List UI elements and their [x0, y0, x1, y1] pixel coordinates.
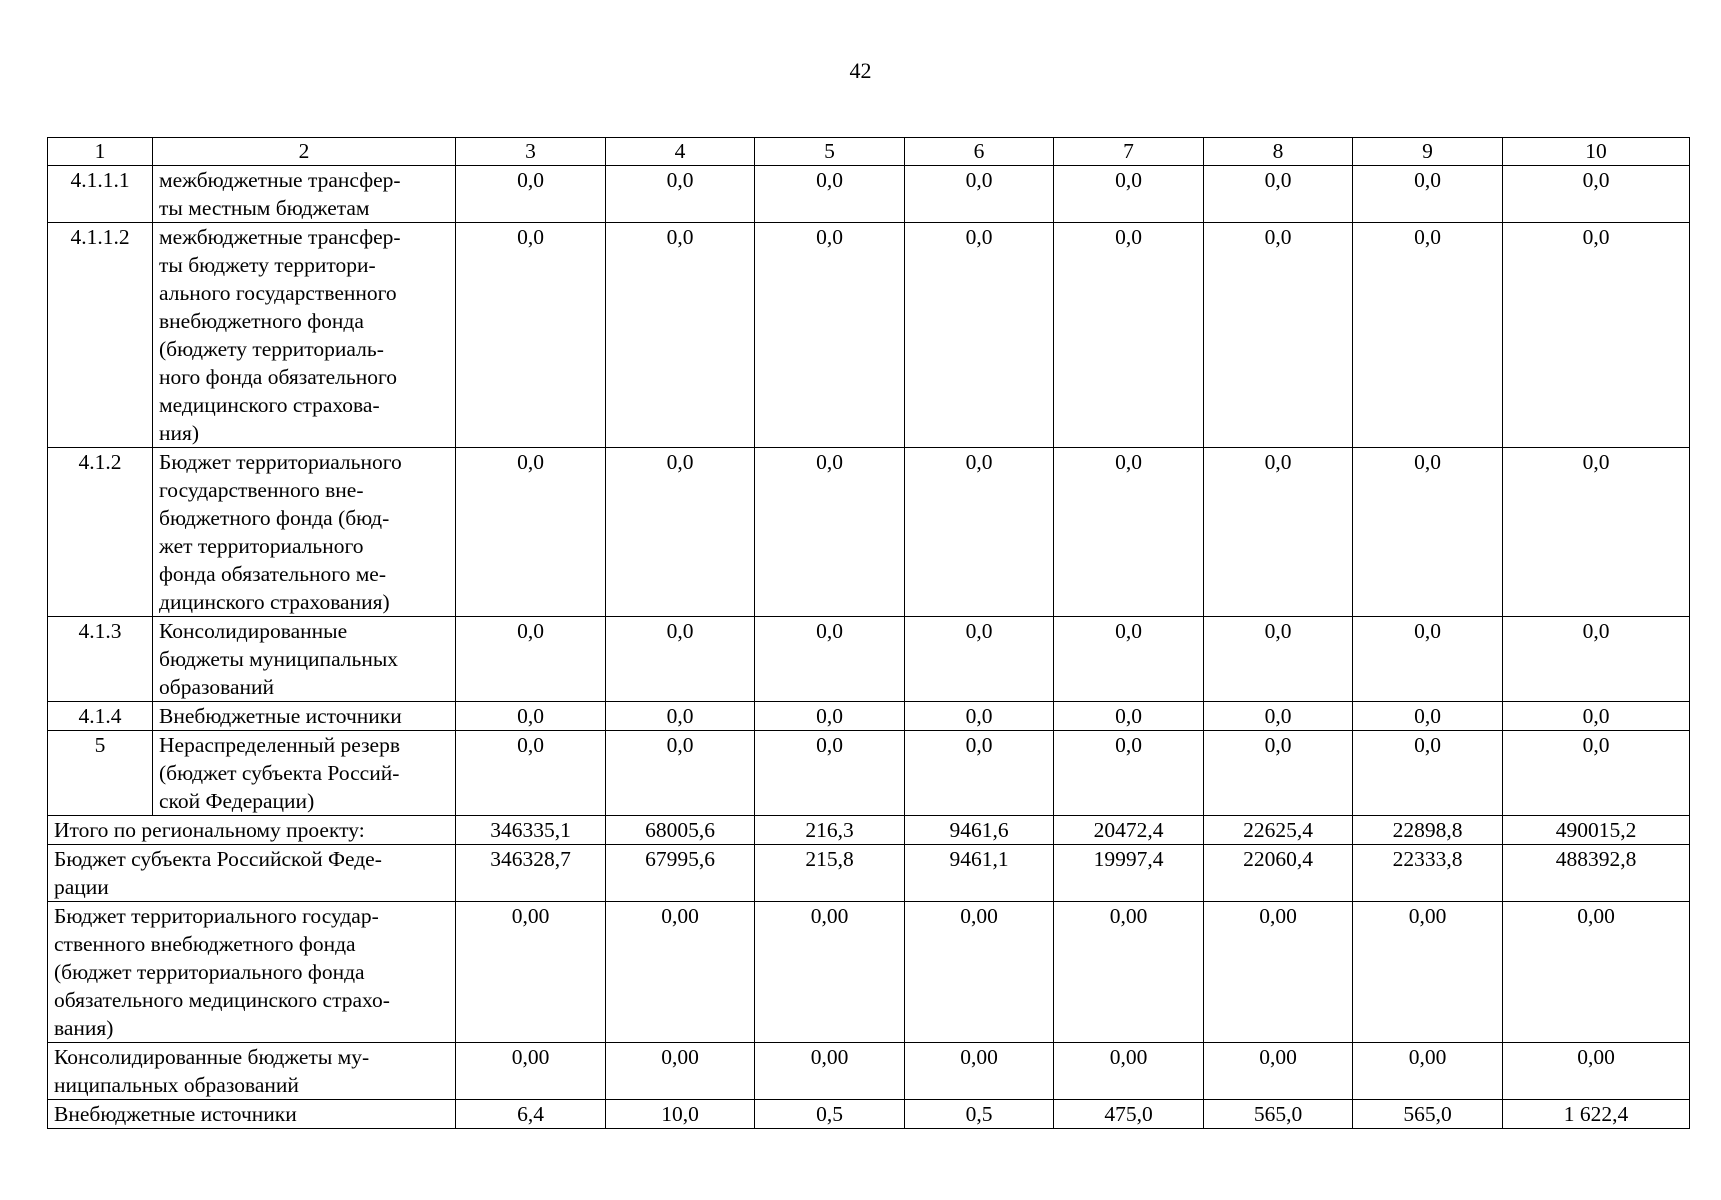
value-cell: 0,0	[456, 702, 606, 731]
value-cell: 0,0	[1353, 731, 1503, 816]
table-row	[48, 448, 1690, 617]
value-cell: 0,0	[755, 448, 905, 617]
value-cell: 68005,6	[606, 816, 755, 845]
value-cell: 0,0	[456, 166, 606, 223]
row-name: Внебюджетные источники	[153, 702, 456, 731]
value-cell: 6,4	[456, 1100, 606, 1129]
value-cell: 0,00	[1204, 1043, 1353, 1100]
value-cell: 0,0	[1054, 702, 1204, 731]
value-cell: 0,5	[905, 1100, 1054, 1129]
total-row-name: Внебюджетные источники	[48, 1100, 456, 1129]
column-header: 7	[1054, 138, 1204, 166]
table-row	[48, 223, 1690, 448]
value-cell: 0,0	[456, 223, 606, 448]
column-header: 3	[456, 138, 606, 166]
value-cell: 0,0	[1054, 617, 1204, 702]
column-header: 5	[755, 138, 905, 166]
column-header: 2	[153, 138, 456, 166]
row-code: 4.1.4	[48, 702, 153, 731]
value-cell: 22625,4	[1204, 816, 1353, 845]
value-cell: 0,0	[606, 448, 755, 617]
value-cell: 0,0	[606, 702, 755, 731]
total-row-name: Бюджет территориального государ- ственного внебюджетного фонда (бюджет территориального фонда обязательного медицинского страхо- вания)	[48, 902, 456, 1043]
value-cell: 0,0	[1353, 448, 1503, 617]
column-header: 4	[606, 138, 755, 166]
row-name: Нераспределенный резерв (бюджет субъекта Россий- ской Федерации)	[153, 731, 456, 816]
value-cell: 0,0	[755, 166, 905, 223]
row-name: Консолидированные бюджеты муниципальных образований	[153, 617, 456, 702]
value-cell: 0,00	[1353, 1043, 1503, 1100]
value-cell: 0,0	[1204, 166, 1353, 223]
value-cell: 0,00	[1054, 902, 1204, 1043]
value-cell: 0,0	[1204, 448, 1353, 617]
value-cell: 0,00	[1054, 1043, 1204, 1100]
column-header: 8	[1204, 138, 1353, 166]
value-cell: 488392,8	[1503, 845, 1690, 902]
column-header: 10	[1503, 138, 1690, 166]
value-cell: 0,0	[755, 731, 905, 816]
value-cell: 0,0	[606, 223, 755, 448]
value-cell: 0,0	[905, 702, 1054, 731]
value-cell: 0,0	[1353, 223, 1503, 448]
table-row	[48, 166, 1690, 223]
value-cell: 0,0	[1353, 617, 1503, 702]
column-header: 9	[1353, 138, 1503, 166]
value-cell: 0,0	[456, 731, 606, 816]
column-header: 6	[905, 138, 1054, 166]
value-cell: 0,0	[755, 223, 905, 448]
total-row	[48, 1100, 1690, 1129]
value-cell: 0,0	[606, 166, 755, 223]
value-cell: 0,0	[1503, 223, 1690, 448]
value-cell: 22060,4	[1204, 845, 1353, 902]
value-cell: 0,0	[1204, 731, 1353, 816]
page-number: 42	[849, 58, 872, 83]
value-cell: 0,0	[905, 166, 1054, 223]
value-cell: 9461,6	[905, 816, 1054, 845]
table-row	[48, 617, 1690, 702]
value-cell: 346328,7	[456, 845, 606, 902]
value-cell: 0,0	[905, 448, 1054, 617]
value-cell: 0,0	[1204, 223, 1353, 448]
value-cell: 565,0	[1204, 1100, 1353, 1129]
value-cell: 0,0	[755, 702, 905, 731]
value-cell: 0,0	[1503, 166, 1690, 223]
value-cell: 0,0	[755, 617, 905, 702]
table-row	[48, 702, 1690, 731]
value-cell: 0,0	[905, 223, 1054, 448]
value-cell: 0,0	[1204, 702, 1353, 731]
value-cell: 22333,8	[1353, 845, 1503, 902]
value-cell: 9461,1	[905, 845, 1054, 902]
value-cell: 0,0	[905, 731, 1054, 816]
value-cell: 0,0	[606, 731, 755, 816]
value-cell: 1 622,4	[1503, 1100, 1690, 1129]
total-row	[48, 845, 1690, 902]
value-cell: 0,0	[456, 448, 606, 617]
value-cell: 0,00	[456, 902, 606, 1043]
table-header-row	[48, 138, 1690, 166]
row-code: 5	[48, 731, 153, 816]
row-name: Бюджет территориального государственного вне- бюджетного фонда (бюд- жет территориального фонда обязательного ме- дицинского страхования)	[153, 448, 456, 617]
value-cell: 0,00	[905, 902, 1054, 1043]
value-cell: 20472,4	[1054, 816, 1204, 845]
value-cell: 0,0	[1054, 731, 1204, 816]
value-cell: 0,0	[1054, 166, 1204, 223]
value-cell: 475,0	[1054, 1100, 1204, 1129]
value-cell: 0,0	[456, 617, 606, 702]
value-cell: 0,0	[1054, 223, 1204, 448]
value-cell: 0,00	[1204, 902, 1353, 1043]
total-row-name: Итого по региональному проекту:	[48, 816, 456, 845]
value-cell: 0,00	[755, 902, 905, 1043]
value-cell: 0,00	[456, 1043, 606, 1100]
value-cell: 0,0	[606, 617, 755, 702]
value-cell: 0,0	[1503, 617, 1690, 702]
value-cell: 19997,4	[1054, 845, 1204, 902]
value-cell: 0,00	[1503, 1043, 1690, 1100]
row-name: межбюджетные трансфер- ты местным бюджетам	[153, 166, 456, 223]
row-code: 4.1.1.2	[48, 223, 153, 448]
value-cell: 0,00	[1503, 902, 1690, 1043]
value-cell: 0,00	[905, 1043, 1054, 1100]
value-cell: 0,0	[1503, 702, 1690, 731]
value-cell: 10,0	[606, 1100, 755, 1129]
row-code: 4.1.2	[48, 448, 153, 617]
column-header: 1	[48, 138, 153, 166]
value-cell: 67995,6	[606, 845, 755, 902]
value-cell: 0,0	[1503, 731, 1690, 816]
value-cell: 0,5	[755, 1100, 905, 1129]
total-row	[48, 816, 1690, 845]
total-row	[48, 1043, 1690, 1100]
value-cell: 0,0	[905, 617, 1054, 702]
value-cell: 565,0	[1353, 1100, 1503, 1129]
value-cell: 0,0	[1503, 448, 1690, 617]
budget-table	[47, 137, 1690, 1129]
row-name: межбюджетные трансфер- ты бюджету территори- ального государственного внебюджетного фонда (бюджету территориаль- ного фонда обязательного медицинского страхова- ния)	[153, 223, 456, 448]
total-row	[48, 902, 1690, 1043]
value-cell: 0,0	[1353, 166, 1503, 223]
total-row-name: Консолидированные бюджеты му- ниципальных образований	[48, 1043, 456, 1100]
value-cell: 0,00	[606, 1043, 755, 1100]
value-cell: 0,00	[606, 902, 755, 1043]
value-cell: 22898,8	[1353, 816, 1503, 845]
row-code: 4.1.3	[48, 617, 153, 702]
total-row-name: Бюджет субъекта Российской Феде- рации	[48, 845, 456, 902]
value-cell: 346335,1	[456, 816, 606, 845]
row-code: 4.1.1.1	[48, 166, 153, 223]
value-cell: 215,8	[755, 845, 905, 902]
value-cell: 490015,2	[1503, 816, 1690, 845]
value-cell: 0,0	[1353, 702, 1503, 731]
value-cell: 0,0	[1204, 617, 1353, 702]
value-cell: 0,0	[1054, 448, 1204, 617]
value-cell: 216,3	[755, 816, 905, 845]
table-row	[48, 731, 1690, 816]
value-cell: 0,00	[755, 1043, 905, 1100]
table-body	[48, 166, 1690, 1129]
value-cell: 0,00	[1353, 902, 1503, 1043]
